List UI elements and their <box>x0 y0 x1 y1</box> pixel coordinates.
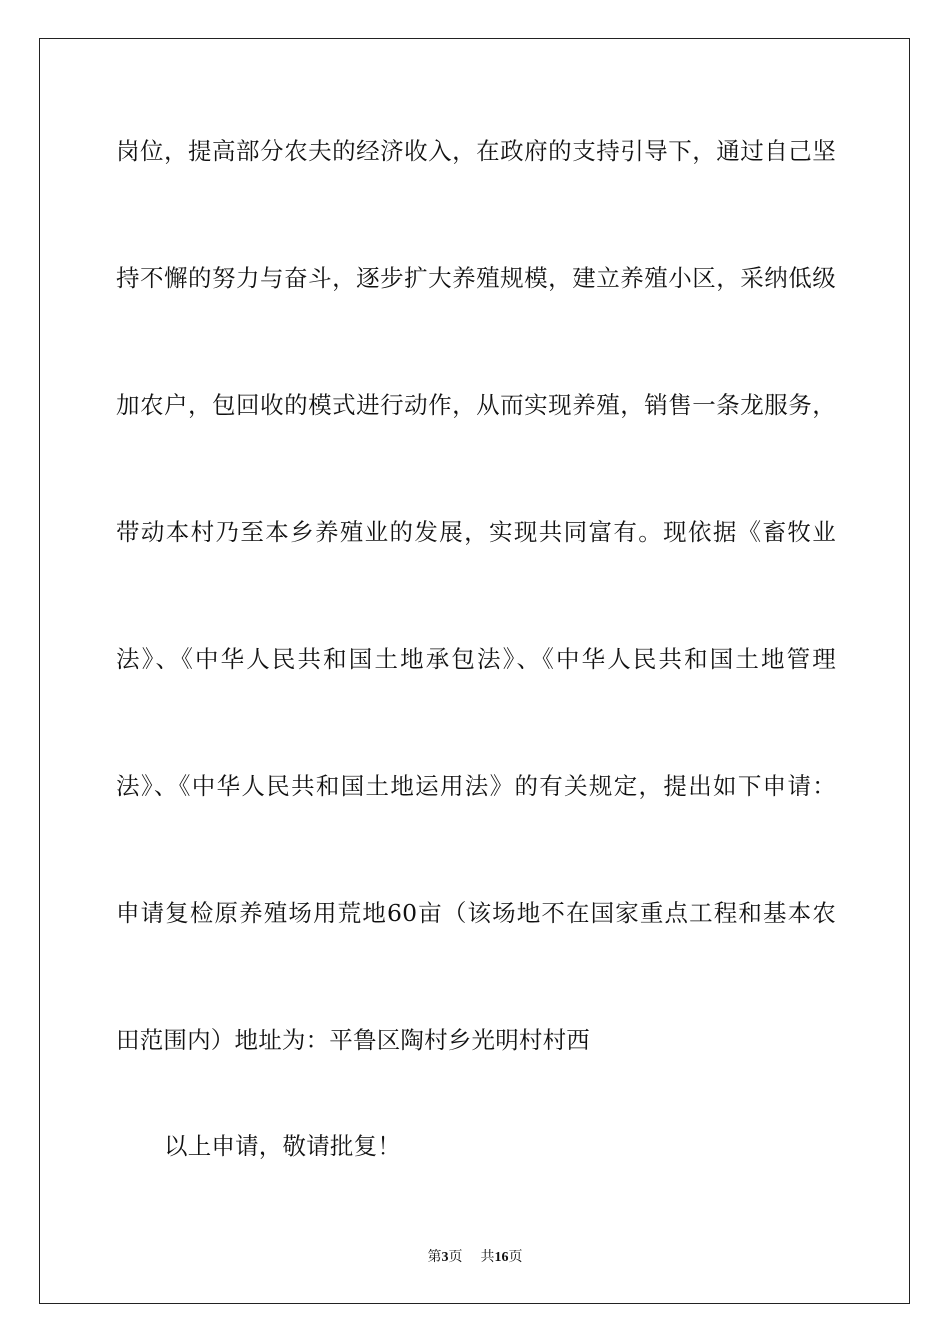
total-prefix: 共 <box>480 1250 495 1265</box>
total-suffix: 页 <box>508 1250 523 1265</box>
body-line-3: 加农户，包回收的模式进行动作，从而实现养殖，销售一条龙服务， <box>116 391 836 419</box>
body-line-6: 法》、《中华人民共和国土地运用法》的有关规定，提出如下申请： <box>116 772 836 800</box>
body-text <box>116 134 836 1150</box>
body-line-1: 岗位，提高部分农夫的经济收入，在政府的支持引导下，通过自己坚 <box>116 137 836 165</box>
body-line-7: 申请复检原养殖场用荒地60亩（该场地不在国家重点工程和基本农 <box>116 899 836 927</box>
total-pages: 16 <box>494 1250 509 1265</box>
body-line-5: 法》、《中华人民共和国土地承包法》、《中华人民共和国土地管理 <box>116 645 836 673</box>
body-line-8: 田范围内）地址为：平鲁区陶村乡光明村村西 <box>116 1026 590 1054</box>
page-footer <box>0 1248 950 1268</box>
page-number: 3 <box>441 1250 449 1265</box>
page-suffix: 页 <box>448 1250 463 1265</box>
body-line-4: 带动本村乃至本乡养殖业的发展，实现共同富有。现依据《畜牧业 <box>116 518 836 546</box>
closing-text: 以上申请，敬请批复！ <box>164 1132 401 1160</box>
body-line-2: 持不懈的努力与奋斗，逐步扩大养殖规模，建立养殖小区，采纳低级 <box>116 264 836 292</box>
page-prefix: 第 <box>427 1250 442 1265</box>
